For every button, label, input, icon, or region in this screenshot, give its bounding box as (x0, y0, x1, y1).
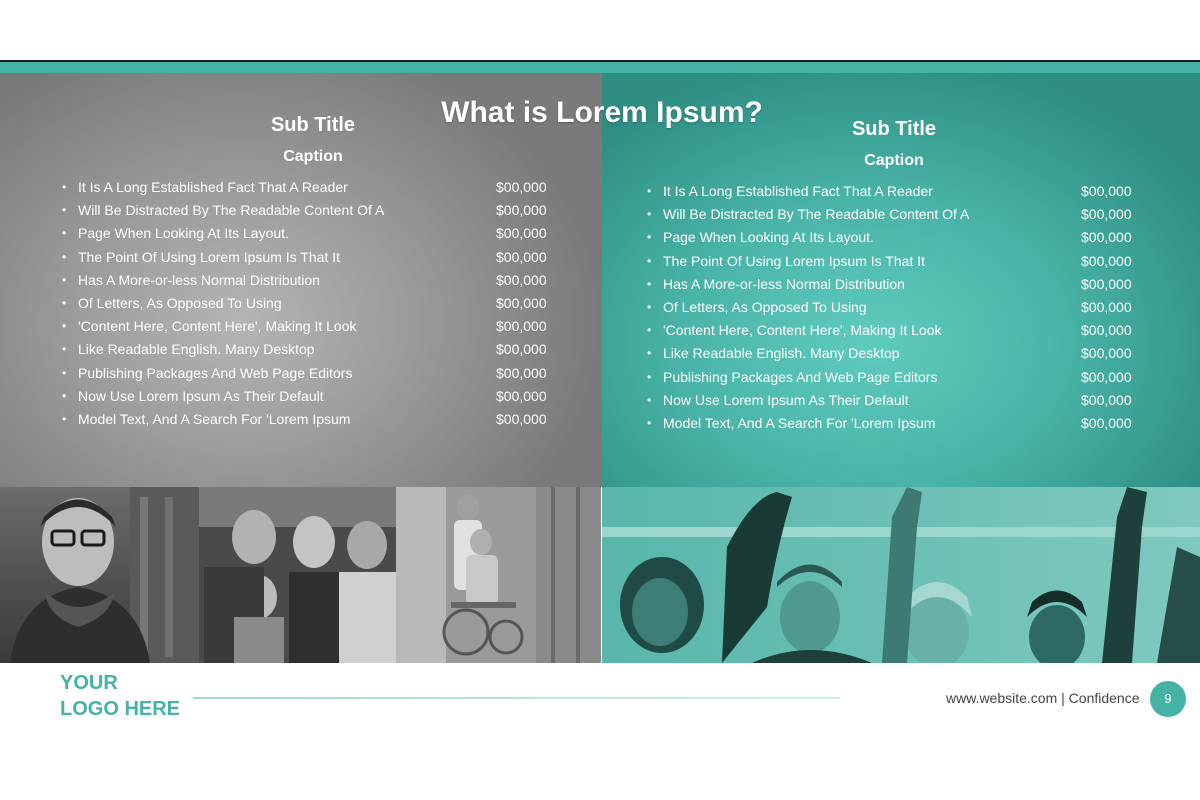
list-item-text: Page When Looking At Its Layout. (78, 225, 289, 242)
bullet-icon: • (647, 276, 652, 291)
list-item-price: $00,000 (496, 341, 547, 358)
list-item (647, 366, 1143, 389)
list-item (62, 222, 558, 245)
bullet-icon: • (647, 346, 652, 361)
list-item (62, 176, 558, 199)
list-item (62, 315, 558, 338)
list-item (62, 292, 558, 315)
list-item-price: $00,000 (496, 294, 547, 311)
bullet-icon: • (647, 207, 652, 222)
bullet-icon: • (62, 203, 67, 218)
list-item-text: It Is A Long Established Fact That A Reader (78, 179, 348, 195)
bullet-icon: • (647, 415, 652, 430)
list-item-price: $00,000 (496, 271, 547, 288)
list-item (62, 269, 558, 292)
right-subtitle: Sub Title (851, 118, 937, 140)
list-item-price: $00,000 (1081, 414, 1132, 431)
bullet-icon: • (62, 388, 67, 403)
list-item-text: Model Text, And A Search For 'Lorem Ipsum (663, 414, 936, 431)
list-item-price: $00,000 (496, 318, 547, 335)
list-item-text: Has A More-or-less Normal Distribution (78, 271, 320, 288)
list-item (62, 408, 558, 431)
list-item (647, 389, 1143, 412)
bullet-icon: • (62, 226, 67, 241)
bullet-icon: • (647, 299, 652, 314)
page-number-badge: 9 (1150, 681, 1186, 717)
list-item-price: $00,000 (496, 364, 547, 381)
list-item-text: Will Be Distracted By The Readable Content Of A (663, 206, 970, 223)
list-item-price: $00,000 (1081, 322, 1132, 339)
list-item-text: Now Use Lorem Ipsum As Their Default (78, 387, 324, 404)
footer-divider (193, 697, 840, 699)
bullet-icon: • (62, 295, 67, 310)
list-item (62, 246, 558, 269)
list-item (647, 180, 1143, 203)
bullet-icon: • (647, 369, 652, 384)
footer-website: www.website.com | Confidence (946, 690, 1140, 706)
left-price-list (62, 176, 558, 431)
bullet-icon: • (647, 392, 652, 407)
list-item-text: Now Use Lorem Ipsum As Their Default (663, 391, 909, 408)
list-item-price: $00,000 (1081, 275, 1132, 292)
photo-family (199, 487, 396, 663)
photo-young-man (0, 487, 199, 663)
logo-line-2: LOGO HERE (60, 698, 181, 720)
list-item (62, 338, 558, 361)
list-item-text: Model Text, And A Search For 'Lorem Ipsum (78, 410, 351, 427)
list-item-text: Will Be Distracted By The Readable Content Of A (78, 202, 385, 219)
list-item-price: $00,000 (1081, 345, 1132, 362)
list-item (647, 342, 1143, 365)
bullet-icon: • (62, 180, 67, 194)
bullet-icon: • (62, 272, 67, 287)
list-item-text: The Point Of Using Lorem Ipsum Is That It (78, 248, 340, 265)
bullet-icon: • (647, 230, 652, 245)
list-item (647, 412, 1143, 435)
list-item-text: Publishing Packages And Web Page Editors (78, 364, 353, 381)
list-item (647, 203, 1143, 226)
list-item (62, 385, 558, 408)
list-item-price: $00,000 (496, 225, 547, 242)
list-item (647, 273, 1143, 296)
list-item-price: $00,000 (496, 202, 547, 219)
list-item (62, 199, 558, 222)
list-item-price: $00,000 (1081, 298, 1132, 315)
list-item-text: Like Readable English. Many Desktop (663, 345, 900, 362)
left-subtitle: Sub Title (270, 114, 356, 136)
list-item-price: $00,000 (1081, 229, 1132, 246)
list-item-price: $00,000 (1081, 391, 1132, 408)
list-item-price: $00,000 (496, 410, 547, 427)
footer-logo[interactable] (60, 670, 180, 722)
list-item-price: $00,000 (496, 387, 547, 404)
list-item-price: $00,000 (1081, 206, 1132, 223)
list-item-price: $00,000 (1081, 183, 1132, 199)
logo-line-1: YOUR (60, 672, 118, 694)
list-item-price: $00,000 (496, 248, 547, 265)
list-item-price: $00,000 (496, 179, 547, 195)
top-accent-bar (0, 62, 1200, 73)
list-item-text: Page When Looking At Its Layout. (663, 229, 874, 246)
right-price-list (647, 180, 1143, 435)
photo-team-celebrating (602, 487, 1200, 663)
list-item-text: The Point Of Using Lorem Ipsum Is That It (663, 252, 925, 269)
slide-title: What is Lorem Ipsum? (441, 96, 763, 129)
list-item-text: 'Content Here, Content Here', Making It Look (663, 322, 942, 339)
list-item (647, 319, 1143, 342)
left-caption: Caption (283, 148, 343, 165)
list-item-text: It Is A Long Established Fact That A Reader (663, 183, 933, 199)
right-caption: Caption (864, 152, 924, 169)
bullet-icon: • (62, 249, 67, 264)
list-item (647, 226, 1143, 249)
list-item-text: Publishing Packages And Web Page Editors (663, 368, 938, 385)
list-item-price: $00,000 (1081, 368, 1132, 385)
bullet-icon: • (647, 184, 652, 198)
bullet-icon: • (62, 342, 67, 357)
list-item (647, 250, 1143, 273)
bullet-icon: • (647, 253, 652, 268)
list-item-text: Like Readable English. Many Desktop (78, 341, 315, 358)
list-item (647, 296, 1143, 319)
bullet-icon: • (62, 365, 67, 380)
photo-nurse-wheelchair (396, 487, 601, 663)
list-item-text: Of Letters, As Opposed To Using (663, 298, 867, 315)
bullet-icon: • (647, 323, 652, 338)
list-item (62, 362, 558, 385)
list-item-text: Has A More-or-less Normal Distribution (663, 275, 905, 292)
bullet-icon: • (62, 411, 67, 426)
bullet-icon: • (62, 319, 67, 334)
list-item-price: $00,000 (1081, 252, 1132, 269)
list-item-text: 'Content Here, Content Here', Making It Look (78, 318, 357, 335)
list-item-text: Of Letters, As Opposed To Using (78, 294, 282, 311)
